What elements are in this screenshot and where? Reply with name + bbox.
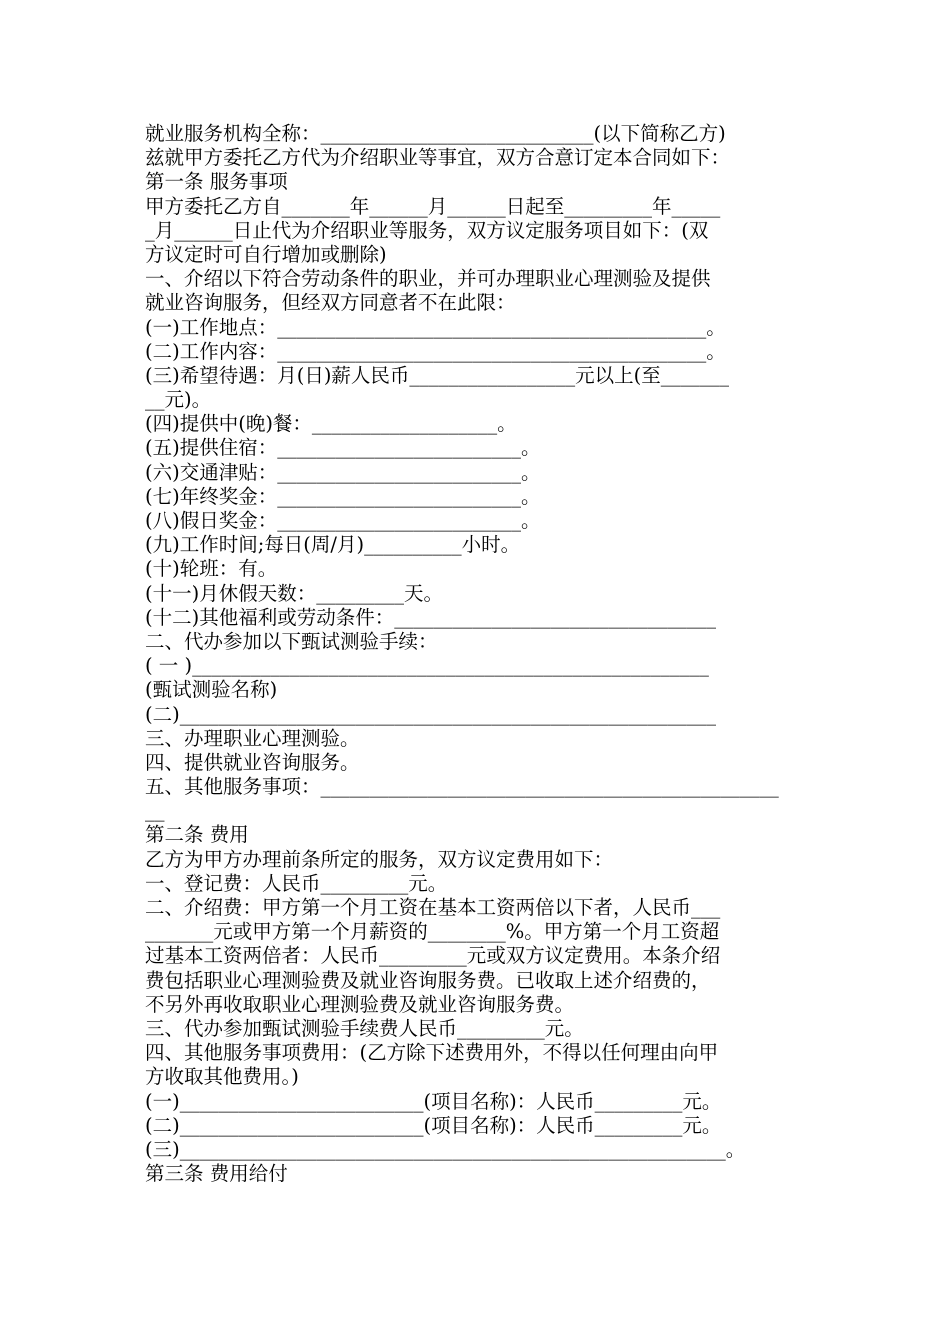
text-line: 三、办理职业心理测验。 [145, 726, 360, 750]
text-line: _______元或甲方第一个月薪资的________%。甲方第一个月工资超 [145, 920, 720, 944]
text-line: (九)工作时间;每日(周/月)__________小时。 [145, 533, 521, 557]
text-line: (甄试测验名称) [145, 678, 278, 702]
text-line: (一)_________________________(项目名称)：人民币_________元。 [145, 1089, 722, 1113]
text-line: (二)工作内容：____________________________________________。 [145, 339, 726, 363]
text-line: (二)_______________________________________________________ [145, 702, 716, 726]
text-line: (六)交通津贴：_________________________。 [145, 460, 541, 484]
text-line: 二、介绍费：甲方第一个月工资在基本工资两倍以下者，人民币___ [145, 896, 721, 919]
text-line: 一、登记费：人民币_________元。 [145, 871, 448, 895]
text-line: 不另外再收取职业心理测验费及就业咨询服务费。 [145, 992, 575, 1016]
text-line: 第三条 费用给付 [145, 1162, 288, 1186]
text-line: _月______日止代为介绍职业等服务，双方议定服务项目如下：(双 [145, 218, 709, 242]
text-line: (一)工作地点：____________________________________________。 [145, 315, 726, 339]
text-line: 就业服务机构全称：____________________________(以下简称乙方) [145, 122, 726, 145]
text-line: 甲方委托乙方自_______年______月______日起至_________年_____ [145, 194, 721, 218]
text-line: 方议定时可自行增加或删除) [145, 242, 387, 266]
text-line: 二、代办参加以下甄试测验手续： [145, 629, 438, 653]
text-line: (七)年终奖金：_________________________。 [145, 484, 541, 508]
text-line: 一、介绍以下符合劳动条件的职业，并可办理职业心理测验及提供 [145, 267, 711, 291]
contract-document [145, 122, 810, 1186]
text-line: __ [145, 799, 165, 823]
text-line: 第一条 服务事项 [145, 170, 288, 194]
text-line: (十二)其他福利或劳动条件：_________________________________ [145, 605, 716, 629]
text-line: (十一)月休假天数：_________天。 [145, 581, 443, 605]
text-line: (十)轮班：有。 [145, 557, 278, 581]
text-line: 费包括职业心理测验费及就业咨询服务费。已收取上述介绍费的， [145, 968, 711, 992]
text-line: 四、其他服务事项费用：(乙方除下述费用外，不得以任何理由向甲 [145, 1041, 719, 1065]
text-line: __元)。 [145, 388, 212, 412]
text-line: (二)_________________________(项目名称)：人民币_________元。 [145, 1113, 722, 1137]
text-line: 第二条 费用 [145, 823, 249, 847]
text-line: (八)假日奖金：_________________________。 [145, 509, 541, 532]
text-line: 就业咨询服务，但经双方同意者不在此限： [145, 291, 516, 315]
text-line: 五、其他服务事项：_______________________________________________ [145, 775, 779, 799]
text-line: (三)希望待遇：月(日)薪人民币_________________元以上(至_______ [145, 363, 730, 387]
text-line: (三)________________________________________________________。 [145, 1137, 746, 1161]
text-line: (四)提供中(晚)餐：___________________。 [145, 412, 517, 436]
text-line: (五)提供住宿：_________________________。 [145, 436, 541, 460]
text-line: 三、代办参加甄试测验手续费人民币_________元。 [145, 1016, 584, 1040]
text-line: 兹就甲方委托乙方代为介绍职业等事宜，双方合意订定本合同如下： [145, 146, 731, 170]
text-line: 方收取其他费用。) [145, 1065, 299, 1089]
text-line: 四、提供就业咨询服务。 [145, 750, 360, 774]
text-line: 过基本工资两倍者：人民币_________元或双方议定费用。本条介绍 [145, 944, 721, 968]
text-line: ( 一 )_____________________________________________________ [145, 654, 709, 678]
text-line: 乙方为甲方办理前条所定的服务，双方议定费用如下： [145, 847, 614, 871]
